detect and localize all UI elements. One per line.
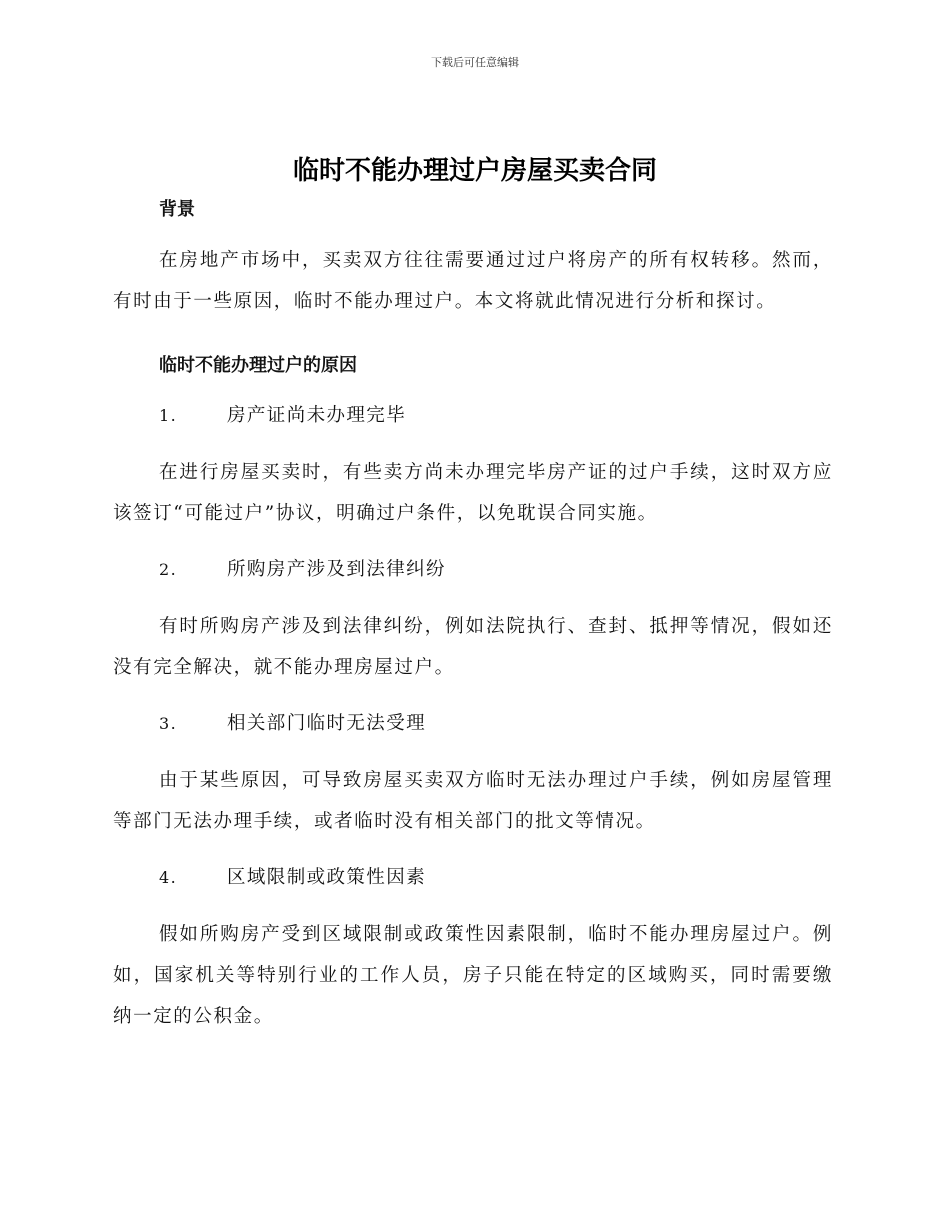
section-heading-background: 背景 bbox=[159, 199, 195, 220]
reason-title: 所购房产涉及到法律纠纷 bbox=[227, 559, 446, 580]
reason-item-1 bbox=[113, 402, 833, 430]
reason-title: 区域限制或政策性因素 bbox=[227, 867, 427, 888]
reason-number: 2. bbox=[159, 560, 178, 579]
background-paragraph: 在房地产市场中，买卖双方往往需要通过过户将房产的所有权转移。然而，有时由于一些原因，临时不能办理过户。本文将就此情况进行分析和探讨。 bbox=[113, 250, 833, 312]
reason-item-4 bbox=[113, 864, 833, 892]
reason-paragraph: 在进行房屋买卖时，有些卖方尚未办理完毕房产证的过户手续，这时双方应该签订“可能过户”协议，明确过户条件，以免耽误合同实施。 bbox=[113, 462, 833, 524]
reason-title: 相关部门临时无法受理 bbox=[227, 713, 427, 734]
section-heading-reasons: 临时不能办理过户的原因 bbox=[159, 355, 357, 376]
reason-paragraph: 有时所购房产涉及到法律纠纷，例如法院执行、查封、抵押等情况，假如还没有完全解决，就不能办理房屋过户。 bbox=[113, 616, 833, 678]
reason-item-2 bbox=[113, 556, 833, 584]
reason-item-3 bbox=[113, 710, 833, 738]
reason-number: 4. bbox=[159, 868, 178, 887]
reason-paragraph: 由于某些原因，可导致房屋买卖双方临时无法办理过户手续，例如房屋管理等部门无法办理手续，或者临时没有相关部门的批文等情况。 bbox=[113, 770, 833, 832]
reason-number: 3. bbox=[159, 714, 178, 733]
reason-title: 房产证尚未办理完毕 bbox=[227, 405, 407, 426]
document-title: 临时不能办理过户房屋买卖合同 bbox=[292, 156, 657, 186]
reason-paragraph: 假如所购房产受到区域限制或政策性因素限制，临时不能办理房屋过户。例如，国家机关等特别行业的工作人员，房子只能在特定的区域购买，同时需要缴纳一定的公积金。 bbox=[113, 924, 833, 1027]
reason-number: 1. bbox=[159, 406, 178, 425]
header-note: 下载后可任意编辑 bbox=[431, 56, 519, 69]
document-body bbox=[113, 196, 833, 1037]
